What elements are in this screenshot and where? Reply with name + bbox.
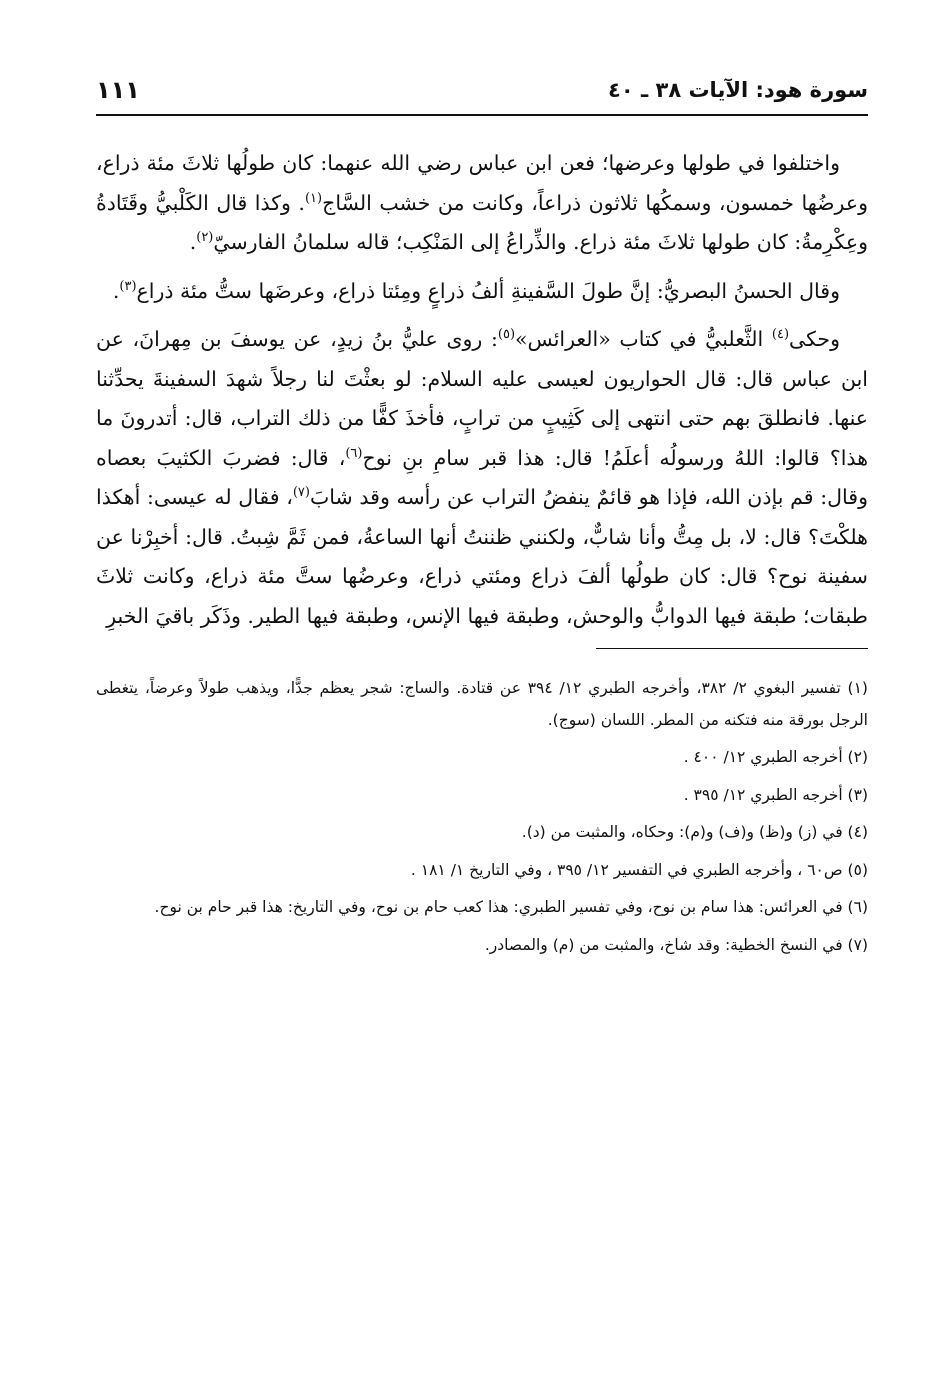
book-page [96, 60, 868, 967]
paragraph-text: : روى عليُّ بنُ زيدٍ، عن يوسفَ بن مِهرانَ، عن ابن عباس قال: قال الحواريون لعيسى عليه السلام: لو بعثْتَ لنا رجلاً شهدَ السفينةَ يحدِّثنا عنها. فانطلقَ بهم حتى انتهى إلى كَثِيبٍ من ترابٍ، فأخذَ كفًّا من ذلك التراب، قال: أتدرونَ ما هذا؟ قالوا: اللهُ ورسولُه أعلَمُ! قال: هذا قبر سامِ بنِ نوح [96, 327, 869, 470]
footnote: (٥) ص٦٠ ، وأخرجه الطبري في التفسير ١٢/ ٣٩٥ ، وفي التاريخ ١/ ١٨١ . [410, 860, 868, 879]
paragraph-text: واختلفوا في طولها وعرضها؛ فعن ابن عباس رضي الله عنهما: كان طولُها ثلاثَ مئة ذراع، وعرضُها خمسون، وسمكُها ثلاثون ذراعاً، وكانت من خشب السَّاج [96, 151, 868, 215]
paragraph-text: ، فقال له عيسى: أهكذا هلكْتَ؟ قال: لا، بل مِتُّ وأنا شابٌّ، ولكنني ظننتُ أنها الساعةُ، فمن ثَمَّ شِبتُ. قال: أخبِرْنا عن سفينة نوح؟ قال: كان طولُها ألفَ ذراع ومئتي ذراع، وعرضُها ستَّ مئة ذراع، وكانت ثلاثَ طبقات؛ طبقة فيها الدوابُّ والوحش، وطبقة فيها الإنس، وطبقة فيها الطير. وذَكَر باقيَ الخبرِ [96, 485, 868, 628]
footnote: (٢) أخرجه الطبري ١٢/ ٤٠٠ . [683, 748, 868, 766]
footnote-marker: (٥) [497, 327, 516, 343]
footnote: (٤) في (ز) و(ظ) و(ف) و(م): وحكاه، والمثبت من (د). [521, 823, 868, 841]
paragraph-text: الثَّعلبيُّ في كتاب «العرائس» [515, 327, 772, 351]
body-paragraph [96, 320, 868, 636]
footnote-marker: (٢) [196, 230, 214, 246]
paragraph-text: وقال الحسنُ البصريُّ: إنَّ طولَ السَّفينةِ ألفُ ذراعٍ ومِئتا ذراع، وعرضَها ستُّ مئة ذراع [136, 278, 840, 303]
footnote-marker: (٧) [292, 485, 310, 501]
page-header [96, 60, 868, 114]
paragraph-text: ، قال: فضربَ الكثيبَ بعصاه وقال: قم بإذن الله، فإذا هو قائمٌ ينفضُ التراب عن رأسه وقد شابَ [96, 445, 868, 509]
footnote: (٦) في العرائس: هذا سام بن نوح، وفي تفسير الطبري: هذا كعب حام بن نوح، وفي التاريخ: هذا قبر حام بن نوح. [154, 898, 868, 916]
paragraph-text: . وكذا قال الكَلْبيُّ وقَتَادةُ وعِكْرِمةُ: كان طولها ثلاثَ مئة ذراع. والذِّراعُ إلى المَنْكِب؛ قاله سلمانُ الفارسيّ [96, 190, 868, 254]
footnotes [96, 673, 868, 961]
footnote-marker: (١) [304, 190, 323, 206]
paragraph-text: وحكى [789, 327, 840, 351]
body-text [96, 144, 868, 636]
footnote-marker: (٤) [771, 327, 790, 343]
paragraph-text: . [112, 278, 120, 303]
body-paragraph [96, 272, 868, 312]
page-number: ١١١ [96, 76, 140, 104]
body-paragraph [96, 144, 868, 263]
footnote: (٧) في النسخ الخطية: وقد شاخ، والمثبت من (م) والمصادر. [484, 935, 868, 954]
running-title: سورة هود: الآيات ٣٨ ـ ٤٠ [608, 78, 868, 102]
footnote-marker: (٣) [119, 278, 137, 294]
footnote: (١) تفسير البغوي ٢/ ٣٨٢، وأخرجه الطبري ١٢/ ٣٩٤ عن قتادة. والساج: شجر يعظم جدًّا، ويذهب طولاً وعرضاً، يتغطى الرجل بورقة منه فتكنه من المطر. اللسان (سوج). [96, 679, 868, 729]
footnote-marker: (٦) [345, 445, 363, 461]
footnote: (٣) أخرجه الطبري ١٢/ ٣٩٥ . [683, 785, 868, 804]
footnote-separator [596, 648, 868, 649]
header-rule [96, 114, 868, 116]
paragraph-text: . [189, 230, 197, 254]
